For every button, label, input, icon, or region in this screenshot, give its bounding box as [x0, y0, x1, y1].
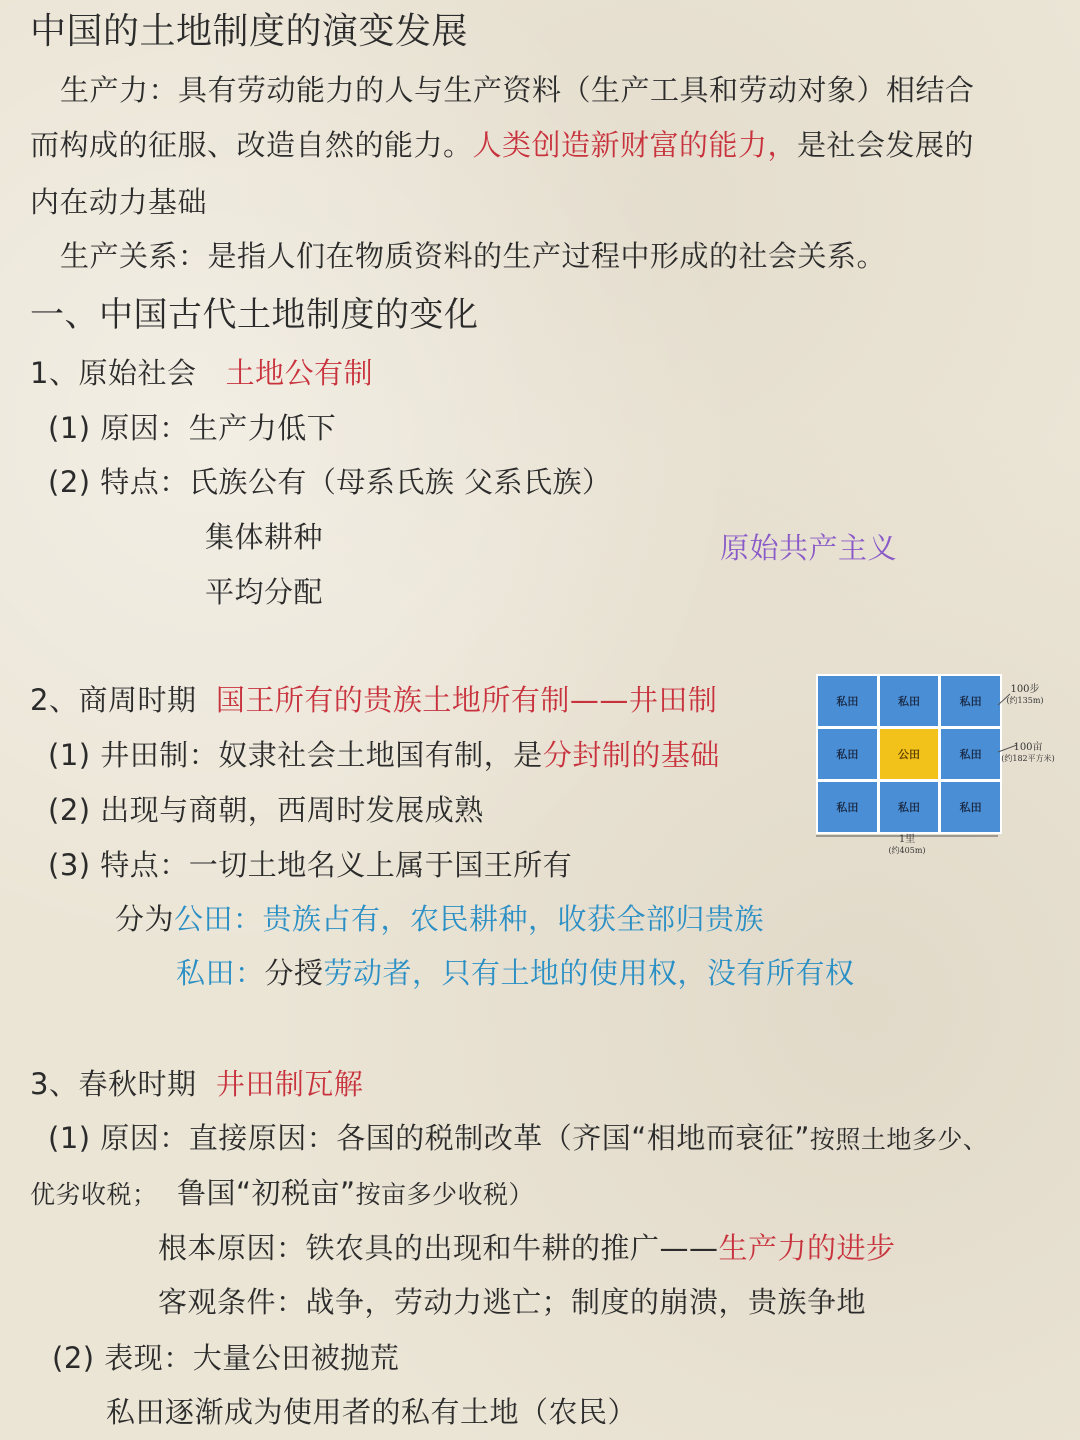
- relations-text: 是指人们在物质资料的生产过程中形成的社会关系。: [207, 239, 887, 273]
- private-field-cell: 私田: [818, 782, 877, 832]
- part2-item3: (3) 特点：一切土地名义上属于国王所有: [48, 848, 573, 882]
- part3-title-highlight: 井田制瓦解: [215, 1067, 364, 1101]
- part2-item1-text: (1) 井田制：奴隶社会土地国有制，是: [48, 738, 543, 772]
- public-field-cell: 公田: [880, 729, 939, 779]
- private-field-cell: 私田: [941, 729, 1000, 779]
- part1-feature-label: (2) 特点：: [48, 465, 189, 499]
- part3-title-text: 3、春秋时期: [30, 1067, 197, 1101]
- diagram-label-side: [1000, 684, 1050, 706]
- private-field-label: 私田：: [176, 956, 265, 990]
- private-field-cell: 私田: [880, 782, 939, 832]
- diagram-label-bottom: [872, 834, 942, 856]
- public-field-desc: 贵族占有，农民耕种，收获全部归贵族: [262, 902, 765, 936]
- part3-objective: 客观条件：战争，劳动力逃亡；制度的崩溃，贵族争地: [158, 1285, 867, 1319]
- well-field-diagram: [812, 670, 1062, 870]
- private-field-cell: 私田: [941, 676, 1000, 726]
- relations-label: 生产关系：: [60, 239, 208, 273]
- part1-feature2: 集体耕种: [205, 520, 324, 554]
- part3-root: [158, 1228, 896, 1268]
- part3-title: [30, 1064, 363, 1104]
- part3-cause-small1: 优劣收税；: [30, 1180, 158, 1209]
- part3-root-highlight: 生产力的进步: [718, 1231, 896, 1265]
- part1-note: 原始共产主义: [720, 531, 898, 565]
- productivity-highlight: 人类创造新财富的能力，: [472, 128, 798, 162]
- productivity-label: 生产力：: [60, 73, 179, 107]
- part1-cause: (1) 原因：生产力低下: [48, 411, 337, 445]
- part3-cause-small: 按照土地多少、: [809, 1125, 989, 1154]
- productivity-text: 具有劳动能力的人与生产资料（生产工具和劳动对象）相结合: [178, 73, 975, 107]
- relations-definition: [60, 236, 886, 276]
- part1-title-text: 1、原始社会: [30, 356, 197, 390]
- private-field-mid: 分授: [264, 956, 324, 990]
- page-title: 中国的土地制度的演变发展: [30, 11, 469, 52]
- part2-item1: [48, 735, 720, 775]
- productivity-definition: [60, 70, 975, 110]
- private-field-desc: 劳动者，只有土地的使用权，没有所有权: [323, 956, 855, 990]
- part2-public: [115, 899, 764, 939]
- part3-root-text: 根本原因：铁农具的出现和牛耕的推广——: [158, 1231, 719, 1265]
- part1-feature1: 氏族公有（母系氏族 父系氏族）: [188, 465, 612, 499]
- part1-title-highlight: 土地公有制: [225, 356, 374, 390]
- part2-item1-highlight: 分封制的基础: [542, 738, 720, 772]
- diagram-label-area: [998, 742, 1058, 764]
- productivity-line2-text: 而构成的征服、改造自然的能力。: [30, 128, 473, 162]
- private-field-cell: 私田: [941, 782, 1000, 832]
- private-field-cell: 私田: [818, 729, 877, 779]
- part3-cause-cont: [30, 1173, 534, 1215]
- diagram-label-area-sub: (约182平方米): [1001, 754, 1055, 763]
- part2-title-highlight: 国王所有的贵族土地所有制——井田制: [215, 683, 718, 717]
- part2-split-prefix: 分为: [115, 902, 175, 936]
- diagram-label-bottom-text: 1里: [898, 834, 916, 845]
- part2-item2: (2) 出现与商朝，西周时发展成熟: [48, 793, 484, 827]
- productivity-line2-end: 是社会发展的: [797, 128, 975, 162]
- part3-cause-small2: 按亩多少收税）: [355, 1180, 535, 1209]
- part1-feature3: 平均分配: [205, 575, 324, 609]
- part2-title-text: 2、商周时期: [30, 683, 197, 717]
- part1-title: [30, 353, 373, 393]
- part3-cause-lu: 鲁国“初税亩”: [176, 1176, 356, 1210]
- part2-private: [176, 953, 855, 993]
- private-field-cell: 私田: [880, 676, 939, 726]
- part2-title: [30, 680, 717, 720]
- diagram-label-area-text: 100亩: [1013, 742, 1043, 753]
- part3-show1: (2) 表现：大量公田被抛荒: [52, 1341, 400, 1375]
- diagram-label-bottom-sub: (约405m): [888, 846, 926, 855]
- part3-show2: 私田逐渐成为使用者的私有土地（农民）: [106, 1395, 638, 1429]
- part1-feature: [48, 462, 612, 502]
- diagram-label-side-sub: (约135m): [1006, 696, 1044, 705]
- part3-cause-text: (1) 原因：直接原因：各国的税制改革（齐国“相地而衰征”: [48, 1121, 810, 1155]
- part3-cause: [48, 1118, 988, 1160]
- productivity-line2: [30, 125, 974, 165]
- section-heading: 一、中国古代土地制度的变化: [30, 295, 479, 335]
- productivity-line3: 内在动力基础: [30, 185, 208, 219]
- public-field-label: 公田：: [174, 902, 263, 936]
- private-field-cell: 私田: [818, 676, 877, 726]
- diagram-label-side-text: 100步: [1010, 684, 1040, 695]
